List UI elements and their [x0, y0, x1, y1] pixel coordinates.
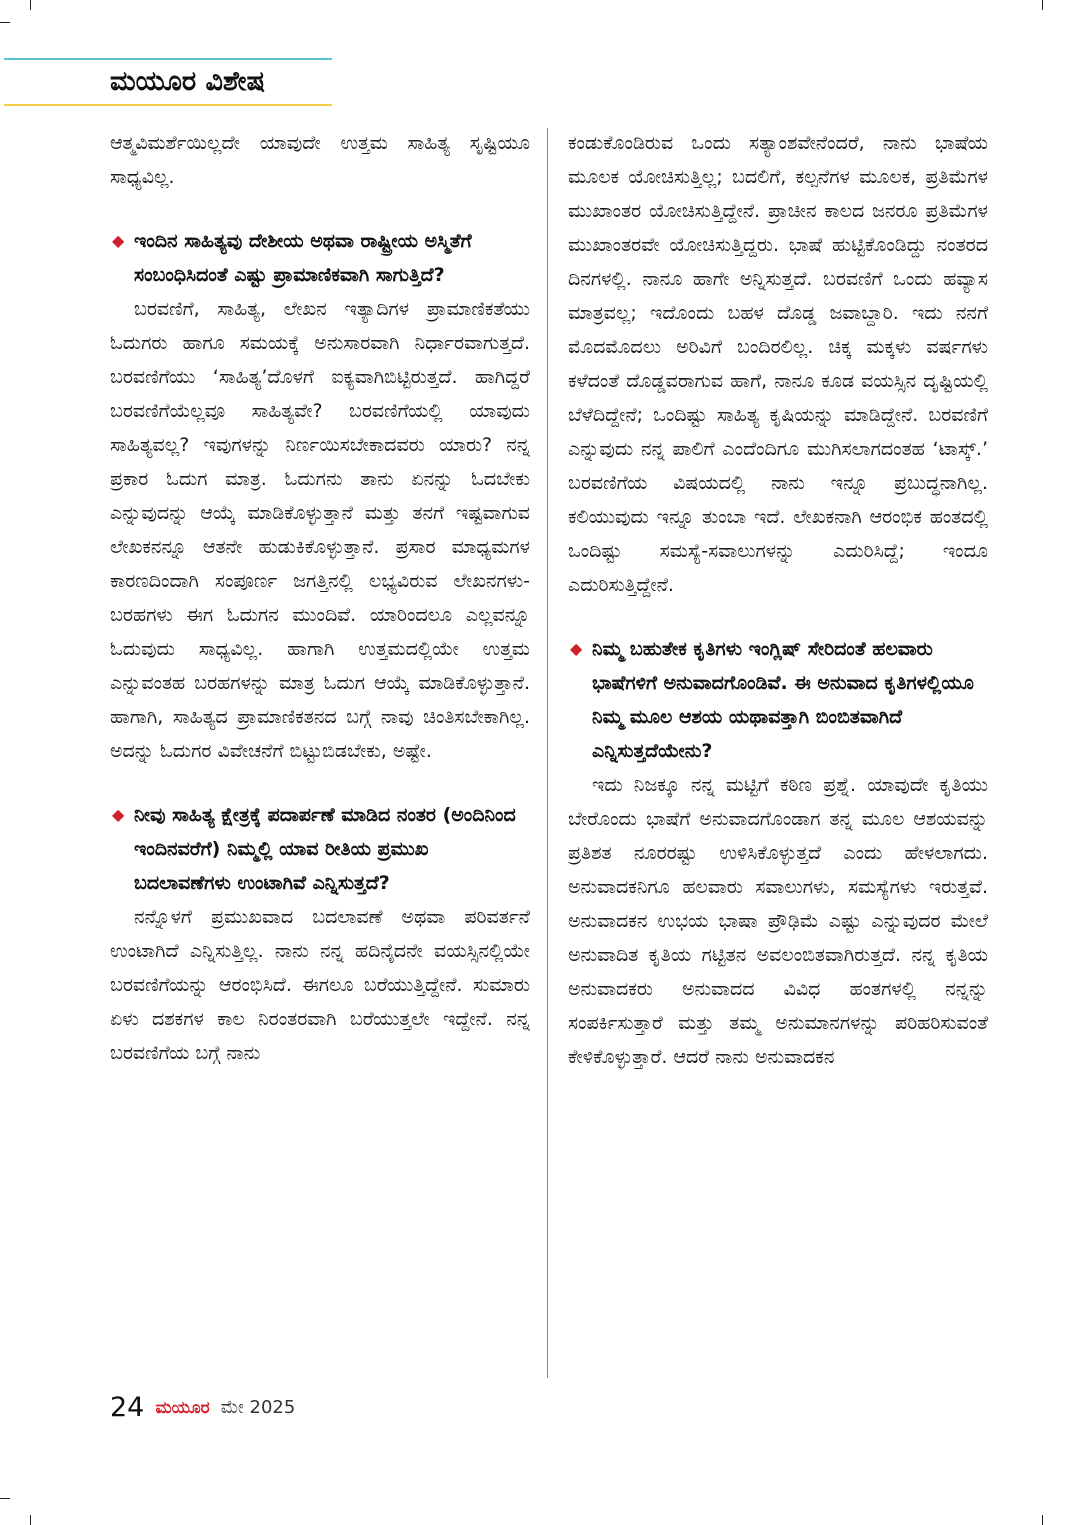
- section-title: ಮಯೂರ ವಿಶೇಷ: [110, 66, 265, 97]
- answer-3: ಇದು ನಿಜಕ್ಕೂ ನನ್ನ ಮಟ್ಟಿಗೆ ಕಠಿಣ ಪ್ರಶ್ನೆ. ಯಾವುದೇ ಕೃತಿಯು ಬೇರೊಂದು ಭಾಷೆಗೆ ಅನುವಾದಗೊಂಡಾಗ ತನ್ನ ಮೂಲ ಆಶಯವನ್ನು ಪ್ರತಿಶತ ನೂರರಷ್ಟು ಉಳಿಸಿಕೊಳ್ಳುತ್ತದೆ ಎಂದು ಹೇಳಲಾಗದು. ಅನುವಾದಕನಿಗೂ ಹಲವಾರು ಸವಾಲುಗಳು, ಸಮಸ್ಯೆಗಳು ಇರುತ್ತವೆ. ಅನುವಾದಕನ ಉಭಯ ಭಾಷಾ ಪ್ರೌಢಿಮೆ ಎಷ್ಟು ಎನ್ನುವುದರ ಮೇಲೆ ಅನುವಾದಿತ ಕೃತಿಯ ಗಟ್ಟಿತನ ಅವಲಂಬಿತವಾಗಿರುತ್ತದೆ. ನನ್ನ ಕೃತಿಯ ಅನುವಾದಕರು ಅನುವಾದದ ವಿವಿಧ ಹಂತಗಳಲ್ಲಿ ನನ್ನನ್ನು ಸಂಪರ್ಕಿಸುತ್ತಾರೆ ಮತ್ತು ತಮ್ಮ ಅನುಮಾನಗಳನ್ನು ಪರಿಹರಿಸುವಂತೆ ಕೇಳಿಕೊಳ್ಳುತ್ತಾರೆ. ಆದರೆ ನಾನು ಅನುವಾದಕನ: [568, 774, 988, 1068]
- answer-1: ಬರವಣಿಗೆ, ಸಾಹಿತ್ಯ, ಲೇಖನ ಇತ್ಯಾದಿಗಳ ಪ್ರಾಮಾಣಿಕತೆಯು ಓದುಗರು ಹಾಗೂ ಸಮಯಕ್ಕೆ ಅನುಸಾರವಾಗಿ ನಿರ್ಧಾರವಾಗುತ್ತದೆ. ಬರವಣಿಗೆಯು ‘ಸಾಹಿತ್ಯ’ದೊಳಗೆ ಐಕ್ಯವಾಗಿಬಿಟ್ಟಿರುತ್ತದೆ. ಹಾಗಿದ್ದರೆ ಬರವಣಿಗೆಯೆಲ್ಲವೂ ಸಾಹಿತ್ಯವೇ? ಬರವಣಿಗೆಯಲ್ಲಿ ಯಾವುದು ಸಾಹಿತ್ಯವಲ್ಲ? ಇವುಗಳನ್ನು ನಿರ್ಣಯಿಸಬೇಕಾದವರು ಯಾರು? ನನ್ನ ಪ್ರಕಾರ ಓದುಗ ಮಾತ್ರ. ಓದುಗನು ತಾನು ಏನನ್ನು ಓದಬೇಕು ಎನ್ನುವುದನ್ನು ಆಯ್ಕೆ ಮಾಡಿಕೊಳ್ಳುತ್ತಾನೆ ಮತ್ತು ತನಗೆ ಇಷ್ಟವಾಗುವ ಲೇಖಕನನ್ನೂ ಆತನೇ ಹುಡುಕಿಕೊಳ್ಳುತ್ತಾನೆ. ಪ್ರಸಾರ ಮಾಧ್ಯಮಗಳ ಕಾರಣದಿಂದಾಗಿ ಸಂಪೂರ್ಣ ಜಗತ್ತಿನಲ್ಲಿ ಲಭ್ಯವಿರುವ ಲೇಖನಗಳು-ಬರಹಗಳು ಈಗ ಓದುಗನ ಮುಂದಿವೆ. ಯಾರಿಂದಲೂ ಎಲ್ಲವನ್ನೂ ಓದುವುದು ಸಾಧ್ಯವಿಲ್ಲ. ಹಾಗಾಗಿ ಉತ್ತಮದಲ್ಲಿಯೇ ಉತ್ತಮ ಎನ್ನುವಂತಹ ಬರಹಗಳನ್ನು ಮಾತ್ರ ಓದುಗ ಆಯ್ಕೆ ಮಾಡಿಕೊಳ್ಳುತ್ತಾನೆ. ಹಾಗಾಗಿ, ಸಾಹಿತ್ಯದ ಪ್ರಾಮಾಣಿಕತನದ ಬಗ್ಗೆ ನಾವು ಚಿಂತಿಸಬೇಕಾಗಿಲ್ಲ. ಅದನ್ನು ಓದುಗರ ವಿವೇಚನೆಗೆ ಬಿಟ್ಟುಬಿಡಬೇಕು, ಅಷ್ಟೇ.: [110, 298, 530, 762]
- crop-mark: [30, 1515, 31, 1525]
- header-top-rule: [4, 58, 332, 60]
- page-number: 24: [110, 1392, 145, 1423]
- crop-mark: [30, 0, 31, 10]
- crop-mark: [0, 1498, 10, 1499]
- header-bottom-rule: [4, 104, 332, 106]
- intro-paragraph: ಆತ್ಮವಿಮರ್ಶೆಯಿಲ್ಲದೇ ಯಾವುದೇ ಉತ್ತಮ ಸಾಹಿತ್ಯ ಸೃಷ್ಟಿಯೂ ಸಾಧ್ಯವಿಲ್ಲ.: [110, 132, 530, 188]
- question-3-text: ನಿಮ್ಮ ಬಹುತೇಕ ಕೃತಿಗಳು ಇಂಗ್ಲಿಷ್ ಸೇರಿದಂತೆ ಹಲವಾರು ಭಾಷೆಗಳಿಗೆ ಅನುವಾದಗೊಂಡಿವೆ. ಈ ಅನುವಾದ ಕೃತಿಗಳಲ್ಲಿಯೂ ನಿಮ್ಮ ಮೂಲ ಆಶಯ ಯಥಾವತ್ತಾಗಿ ಬಿಂಬಿತವಾಗಿದೆ ಎನ್ನಿಸುತ್ತದೆಯೇನು?: [592, 638, 974, 762]
- page-footer: [110, 1392, 295, 1428]
- question-1-text: ಇಂದಿನ ಸಾಹಿತ್ಯವು ದೇಶೀಯ ಅಥವಾ ರಾಷ್ಟ್ರೀಯ ಅಸ್ಮಿತೆಗೆ ಸಂಬಂಧಿಸಿದಂತೆ ಎಷ್ಟು ಪ್ರಾಮಾಣಿಕವಾಗಿ ಸಾಗುತ್ತಿದೆ?: [134, 230, 472, 286]
- answer-2-continued: ಕಂಡುಕೊಂಡಿರುವ ಒಂದು ಸತ್ಯಾಂಶವೇನೆಂದರೆ, ನಾನು ಭಾಷೆಯ ಮೂಲಕ ಯೋಚಿಸುತ್ತಿಲ್ಲ; ಬದಲಿಗೆ, ಕಲ್ಪನೆಗಳ ಮೂಲಕ, ಪ್ರತಿಮೆಗಳ ಮುಖಾಂತರ ಯೋಚಿಸುತ್ತಿದ್ದೇನೆ. ಪ್ರಾಚೀನ ಕಾಲದ ಜನರೂ ಪ್ರತಿಮೆಗಳ ಮುಖಾಂತರವೇ ಯೋಚಿಸುತ್ತಿದ್ದರು. ಭಾಷೆ ಹುಟ್ಟಿಕೊಂಡಿದ್ದು ನಂತರದ ದಿನಗಳಲ್ಲಿ. ನಾನೂ ಹಾಗೇ ಅನ್ನಿಸುತ್ತದೆ. ಬರವಣಿಗೆ ಒಂದು ಹವ್ಯಾಸ ಮಾತ್ರವಲ್ಲ; ಇದೊಂದು ಬಹಳ ದೊಡ್ಡ ಜವಾಬ್ದಾರಿ. ಇದು ನನಗೆ ಮೊದಮೊದಲು ಅರಿವಿಗೆ ಬಂದಿರಲಿಲ್ಲ. ಚಿಕ್ಕ ಮಕ್ಕಳು ವರ್ಷಗಳು ಕಳೆದಂತೆ ದೊಡ್ಡವರಾಗುವ ಹಾಗೆ, ನಾನೂ ಕೂಡ ವಯಸ್ಸಿನ ದೃಷ್ಟಿಯಲ್ಲಿ ಬೆಳೆದಿದ್ದೇನೆ; ಒಂದಿಷ್ಟು ಸಾಹಿತ್ಯ ಕೃಷಿಯನ್ನು ಮಾಡಿದ್ದೇನೆ. ಬರವಣಿಗೆ ಎನ್ನುವುದು ನನ್ನ ಪಾಲಿಗೆ ಎಂದೆಂದಿಗೂ ಮುಗಿಸಲಾಗದಂತಹ ‘ಟಾಸ್ಕ್.’ ಬರವಣಿಗೆಯ ವಿಷಯದಲ್ಲಿ ನಾನು ಇನ್ನೂ ಪ್ರಬುದ್ಧನಾಗಿಲ್ಲ. ಕಲಿಯುವುದು ಇನ್ನೂ ತುಂಬಾ ಇದೆ. ಲೇಖಕನಾಗಿ ಆರಂಭಿಕ ಹಂತದಲ್ಲಿ ಒಂದಿಷ್ಟು ಸಮಸ್ಯೆ-ಸವಾಲುಗಳನ್ನು ಎದುರಿಸಿದ್ದೆ; ಇಂದೂ ಎದುರಿಸುತ್ತಿದ್ದೇನೆ.: [568, 132, 988, 596]
- diamond-icon: ◆: [570, 639, 583, 658]
- diamond-icon: ◆: [112, 231, 125, 250]
- diamond-icon: ◆: [112, 805, 125, 824]
- question-2-text: ನೀವು ಸಾಹಿತ್ಯ ಕ್ಷೇತ್ರಕ್ಕೆ ಪದಾರ್ಪಣೆ ಮಾಡಿದ ನಂತರ (ಅಂದಿನಿಂದ ಇಂದಿನವರೆಗೆ) ನಿಮ್ಮಲ್ಲಿ ಯಾವ ರೀತಿಯ ಪ್ರಮುಖ ಬದಲಾವಣೆಗಳು ಉಂಟಾಗಿವೆ ಎನ್ನಿಸುತ್ತದೆ?: [134, 804, 516, 894]
- magazine-logo: ಮಯೂರ: [155, 1397, 210, 1418]
- left-column: [110, 126, 530, 1070]
- crop-mark: [1042, 1515, 1043, 1525]
- answer-2: ನನ್ನೊಳಗೆ ಪ್ರಮುಖವಾದ ಬದಲಾವಣೆ ಅಥವಾ ಪರಿವರ್ತನೆ ಉಂಟಾಗಿದೆ ಎನ್ನಿಸುತ್ತಿಲ್ಲ. ನಾನು ನನ್ನ ಹದಿನೈದನೇ ವಯಸ್ಸಿನಲ್ಲಿಯೇ ಬರವಣಿಗೆಯನ್ನು ಆರಂಭಿಸಿದೆ. ಈಗಲೂ ಬರೆಯುತ್ತಿದ್ದೇನೆ. ಸುಮಾರು ಏಳು ದಶಕಗಳ ಕಾಲ ನಿರಂತರವಾಗಿ ಬರೆಯುತ್ತಲೇ ಇದ್ದೇನೆ. ನನ್ನ ಬರವಣಿಗೆಯ ಬಗ್ಗೆ ನಾನು: [110, 906, 530, 1064]
- column-divider: [547, 128, 548, 1378]
- issue-date: ಮೇ 2025: [220, 1397, 296, 1418]
- question-1: [110, 224, 530, 292]
- section-header: [0, 58, 335, 106]
- crop-mark: [0, 22, 10, 23]
- question-3: [568, 632, 988, 768]
- crop-mark: [1042, 0, 1043, 10]
- question-2: [110, 798, 530, 900]
- right-column: [568, 126, 988, 1074]
